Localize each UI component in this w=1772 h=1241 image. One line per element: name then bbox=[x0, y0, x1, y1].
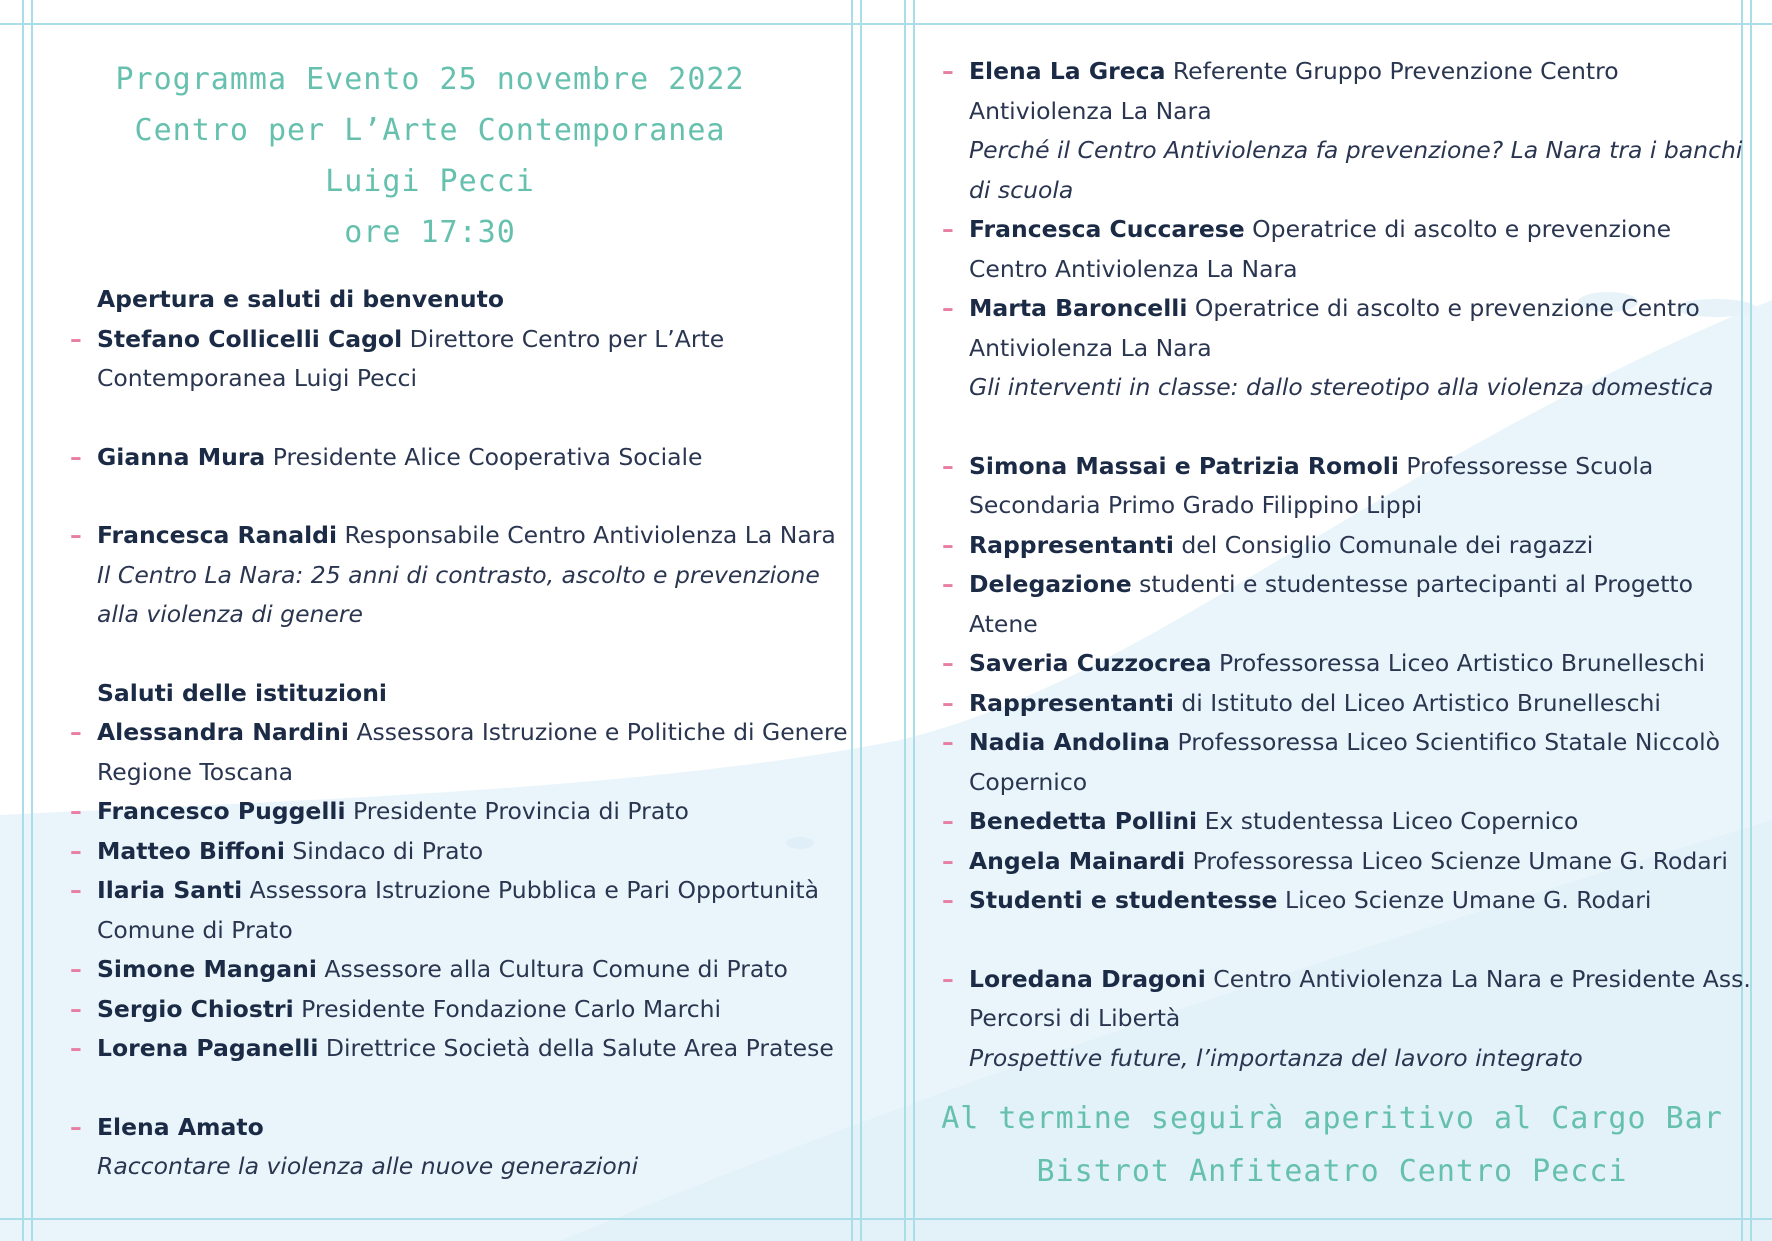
dash-icon: – bbox=[70, 836, 82, 865]
speaker-role: Presidente Provincia di Prato bbox=[345, 797, 689, 825]
speaker-role: del Consiglio Comunale dei ragazzi bbox=[1173, 530, 1594, 559]
speaker-name: Benedetta Pollini bbox=[969, 807, 1198, 835]
speaker-name: Alessandra Nardini bbox=[97, 718, 349, 746]
speaker-name: Delegazione bbox=[969, 570, 1132, 598]
dash-icon: – bbox=[942, 728, 954, 756]
dash-icon: – bbox=[942, 688, 954, 717]
speaker-role: Professoresse Scuola Secondaria Primo Grado Filippino Lippi bbox=[969, 451, 1654, 519]
program-item bbox=[932, 723, 1752, 802]
section-heading: Apertura e saluti di benvenuto bbox=[97, 285, 504, 313]
program-item bbox=[60, 1029, 860, 1069]
program-item bbox=[60, 320, 860, 399]
title-line: ore 17:30 bbox=[344, 215, 516, 250]
speaker-name: Elena Amato bbox=[97, 1112, 264, 1141]
talk-title: Il Centro La Nara: 25 anni di contrasto, ascolto e prevenzione alla violenza di genere bbox=[97, 560, 820, 628]
closing-note bbox=[932, 1092, 1732, 1198]
speaker-name: Rappresentanti bbox=[969, 688, 1174, 717]
program-item bbox=[932, 526, 1752, 566]
program-item bbox=[60, 832, 860, 872]
program-item bbox=[60, 438, 860, 478]
dash-icon: – bbox=[70, 797, 82, 825]
speaker-role: Responsabile Centro Antiviolenza La Nara bbox=[337, 521, 836, 549]
speaker-role: di Istituto del Liceo Artistico Brunelleschi bbox=[1173, 688, 1661, 717]
program-item bbox=[932, 881, 1752, 921]
speaker-name: Ilaria Santi bbox=[97, 876, 243, 904]
dash-icon: – bbox=[70, 324, 82, 353]
speaker-name: Simona Massai e Patrizia Romoli bbox=[969, 451, 1399, 480]
speaker-role: Presidente Fondazione Carlo Marchi bbox=[293, 994, 722, 1023]
speaker-role: Professoressa Liceo Scienze Umane G. Rodari bbox=[1185, 846, 1728, 875]
speaker-name: Nadia Andolina bbox=[969, 728, 1171, 756]
speaker-name: Lorena Paganelli bbox=[97, 1034, 319, 1062]
speaker-name: Gianna Mura bbox=[97, 442, 266, 471]
dash-icon: – bbox=[942, 964, 954, 993]
right-column bbox=[932, 52, 1752, 1198]
title-line: Luigi Pecci bbox=[325, 164, 535, 199]
speaker-role: Operatrice di ascolto e prevenzione Centro Antiviolenza La Nara bbox=[969, 215, 1672, 283]
speaker-name: Loredana Dragoni bbox=[969, 964, 1206, 993]
speaker-name: Elena La Greca bbox=[969, 57, 1166, 85]
dash-icon: – bbox=[70, 442, 82, 471]
talk-title: Gli interventi in classe: dallo stereotipo alla violenza domestica bbox=[969, 373, 1714, 401]
dash-icon: – bbox=[942, 57, 954, 85]
dash-icon: – bbox=[70, 876, 82, 904]
speaker-name: Sergio Chiostri bbox=[97, 994, 294, 1023]
dash-icon: – bbox=[942, 846, 954, 875]
speaker-role: studenti e studentesse partecipanti al Progetto Atene bbox=[969, 570, 1693, 638]
dash-icon: – bbox=[70, 1034, 82, 1062]
speaker-name: Marta Baroncelli bbox=[969, 294, 1188, 322]
dash-icon: – bbox=[942, 215, 954, 243]
left-column bbox=[60, 54, 860, 1187]
program-item bbox=[932, 684, 1752, 724]
dash-icon: – bbox=[70, 955, 82, 983]
program-item bbox=[932, 447, 1752, 526]
speaker-name: Simone Mangani bbox=[97, 955, 317, 983]
section-heading: Saluti delle istituzioni bbox=[97, 678, 387, 707]
speaker-role: Sindaco di Prato bbox=[284, 836, 484, 865]
dash-icon: – bbox=[70, 994, 82, 1023]
dash-icon: – bbox=[70, 521, 82, 549]
speaker-role: Professoressa Liceo Scientifico Statale Niccolò Copernico bbox=[969, 728, 1721, 796]
closing-line: Al termine seguirà aperitivo al Cargo Bar bbox=[941, 1101, 1723, 1136]
dash-icon: – bbox=[942, 807, 954, 835]
program-item bbox=[60, 990, 860, 1030]
speaker-role: Operatrice di ascolto e prevenzione Centro Antiviolenza La Nara bbox=[969, 294, 1700, 362]
program-item bbox=[932, 289, 1752, 408]
dash-icon: – bbox=[942, 451, 954, 480]
speaker-name: Matteo Biffoni bbox=[97, 836, 285, 865]
speaker-role: Professoressa Liceo Artistico Brunelleschi bbox=[1211, 649, 1706, 677]
speaker-name: Saveria Cuzzocrea bbox=[969, 649, 1212, 677]
dash-icon: – bbox=[70, 1112, 82, 1141]
closing-line: Bistrot Anfiteatro Centro Pecci bbox=[1036, 1154, 1628, 1189]
event-title bbox=[60, 54, 800, 258]
speaker-role: Ex studentessa Liceo Copernico bbox=[1197, 807, 1579, 835]
talk-title: Perché il Centro Antiviolenza fa prevenzione? La Nara tra i banchi di scuola bbox=[969, 136, 1743, 204]
dash-icon: – bbox=[942, 886, 954, 914]
program-item bbox=[932, 960, 1752, 1079]
speaker-role: Liceo Scienze Umane G. Rodari bbox=[1277, 886, 1652, 914]
program-item bbox=[932, 52, 1752, 210]
dash-icon: – bbox=[70, 718, 82, 746]
program-item bbox=[932, 565, 1752, 644]
speaker-role: Centro Antiviolenza La Nara e Presidente Ass. Percorsi di Libertà bbox=[969, 964, 1751, 1032]
speaker-name: Stefano Collicelli Cagol bbox=[97, 324, 403, 353]
speaker-name: Francesca Cuccarese bbox=[969, 215, 1245, 243]
speaker-role: Direttrice Società della Salute Area Pratese bbox=[318, 1034, 834, 1062]
speaker-name: Rappresentanti bbox=[969, 530, 1174, 559]
speaker-name: Angela Mainardi bbox=[969, 846, 1186, 875]
speaker-role: Referente Gruppo Prevenzione Centro Antiviolenza La Nara bbox=[969, 57, 1619, 125]
speaker-role: Assessora Istruzione Pubblica e Pari Opportunità Comune di Prato bbox=[97, 876, 820, 944]
program-item bbox=[932, 210, 1752, 289]
program-item bbox=[932, 842, 1752, 882]
speaker-role: Presidente Alice Cooperativa Sociale bbox=[265, 442, 703, 471]
title-line: Programma Evento 25 novembre 2022 bbox=[115, 62, 745, 97]
speaker-role: Direttore Centro per L’Arte Contemporanea Luigi Pecci bbox=[97, 324, 725, 392]
title-line: Centro per L’Arte Contemporanea bbox=[134, 113, 726, 148]
speaker-name: Studenti e studentesse bbox=[969, 886, 1278, 914]
speaker-role: Assessore alla Cultura Comune di Prato bbox=[316, 955, 788, 983]
speaker-role: Assessora Istruzione e Politiche di Genere Regione Toscana bbox=[97, 718, 848, 786]
dash-icon: – bbox=[942, 570, 954, 598]
dash-icon: – bbox=[942, 530, 954, 559]
program-item bbox=[60, 792, 860, 832]
talk-title: Prospettive future, l’importanza del lavoro integrato bbox=[969, 1043, 1583, 1072]
speaker-name: Francesco Puggelli bbox=[97, 797, 346, 825]
program-item bbox=[60, 1108, 860, 1187]
speaker-name: Francesca Ranaldi bbox=[97, 521, 338, 549]
dash-icon: – bbox=[942, 294, 954, 322]
program-item bbox=[932, 802, 1752, 842]
talk-title: Raccontare la violenza alle nuove generazioni bbox=[97, 1152, 639, 1180]
dash-icon: – bbox=[942, 649, 954, 677]
program-item bbox=[60, 950, 860, 990]
program-item bbox=[60, 516, 860, 635]
program-item bbox=[60, 871, 860, 950]
program-item bbox=[60, 713, 860, 792]
program-item bbox=[932, 644, 1752, 684]
